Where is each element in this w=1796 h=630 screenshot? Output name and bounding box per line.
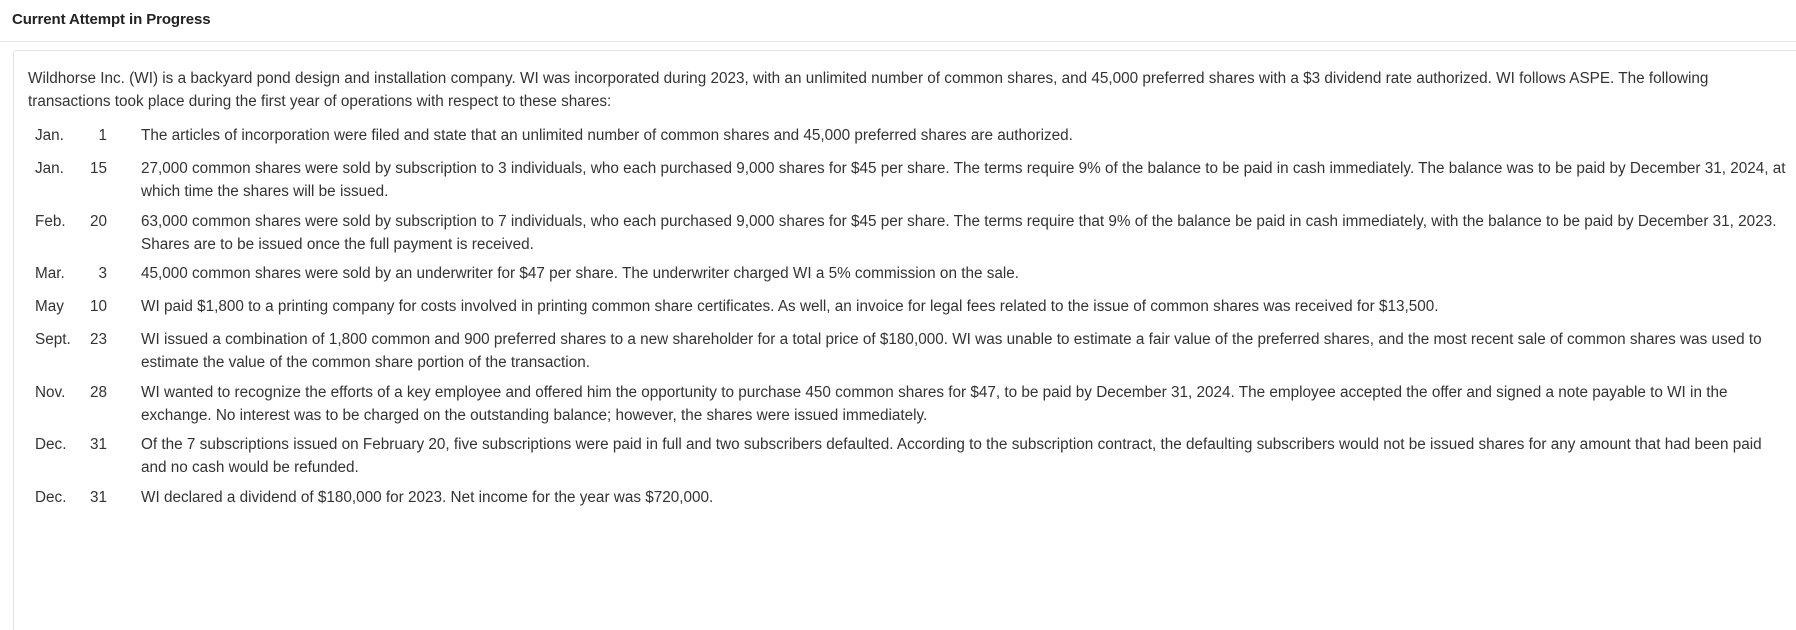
transaction-month: Nov. [35, 384, 66, 401]
transaction-month: Feb. [35, 213, 66, 230]
transaction-description: The articles of incorporation were filed and state that an unlimited number of common shares and 45,000 preferred shares are authorized. [141, 127, 1073, 144]
transaction-month: Dec. [35, 489, 67, 506]
transaction-description: 63,000 common shares were sold by subscription to 7 individuals, who each purchased 9,000 shares for $45 per share. The terms require that 9% of the balance be paid in cash immediately, with the balance to be paid by December 31, 2023. Shares are to be issued once the full payment is received. [141, 213, 1777, 253]
transaction-day: 31 [89, 489, 107, 506]
transaction-description: WI paid $1,800 to a printing company for costs involved in printing common share certificates. As well, an invoice for legal fees related to the issue of common shares was received for $13,500. [141, 298, 1439, 315]
transaction-day: 10 [89, 298, 107, 315]
transaction-description: 45,000 common shares were sold by an underwriter for $47 per share. The underwriter charged WI a 5% commission on the sale. [141, 265, 1020, 282]
transaction-description: 27,000 common shares were sold by subscription to 3 individuals, who each purchased 9,000 shares for $45 per share. The terms require 9% of the balance to be paid in cash immediately. The balance was to be paid by December 31, 2024, at which time the shares will be issued. [141, 160, 1786, 200]
problem-intro: Wildhorse Inc. (WI) is a backyard pond design and installation company. WI was incorporated during 2023, with an unlimited number of common shares, and 45,000 preferred shares with a $3 dividend rate authorized. WI follows ASPE. The following transactions took place during the first year of operations with respect to these shares: [28, 70, 1709, 110]
transaction-day: 20 [89, 213, 107, 230]
transaction-month: Jan. [35, 160, 64, 177]
transaction-month: May [35, 298, 64, 315]
transaction-day: 28 [89, 384, 107, 401]
transaction-description: WI issued a combination of 1,800 common and 900 preferred shares to a new shareholder for a total price of $180,000. WI was unable to estimate a fair value of the preferred shares, and the most recent sale of common shares was used to estimate the value of the common share portion of the transaction. [141, 331, 1762, 371]
transaction-day: 23 [89, 331, 107, 348]
transaction-month: Mar. [35, 265, 65, 282]
transaction-month: Jan. [35, 127, 64, 144]
transaction-description: WI declared a dividend of $180,000 for 2023. Net income for the year was $720,000. [141, 489, 714, 506]
header-bar [0, 0, 1796, 42]
transaction-month: Dec. [35, 436, 67, 453]
transaction-month: Sept. [35, 331, 71, 348]
transaction-description: Of the 7 subscriptions issued on February 20, five subscriptions were paid in full and two subscribers defaulted. According to the subscription contract, the defaulting subscribers would not be issued shares for any amount that had been paid and no cash would be refunded. [141, 436, 1762, 476]
page-title: Current Attempt in Progress [12, 11, 211, 28]
transaction-day: 31 [89, 436, 107, 453]
transaction-day: 15 [89, 160, 107, 177]
problem-panel [13, 50, 1796, 630]
transaction-description: WI wanted to recognize the efforts of a key employee and offered him the opportunity to purchase 450 common shares for $47, to be paid by December 31, 2024. The employee accepted the offer and signed a note payable to WI in the exchange. No interest was to be charged on the outstanding balance; however, the shares were issued immediately. [141, 384, 1728, 424]
transaction-day: 1 [98, 127, 107, 144]
transaction-day: 3 [98, 265, 107, 282]
